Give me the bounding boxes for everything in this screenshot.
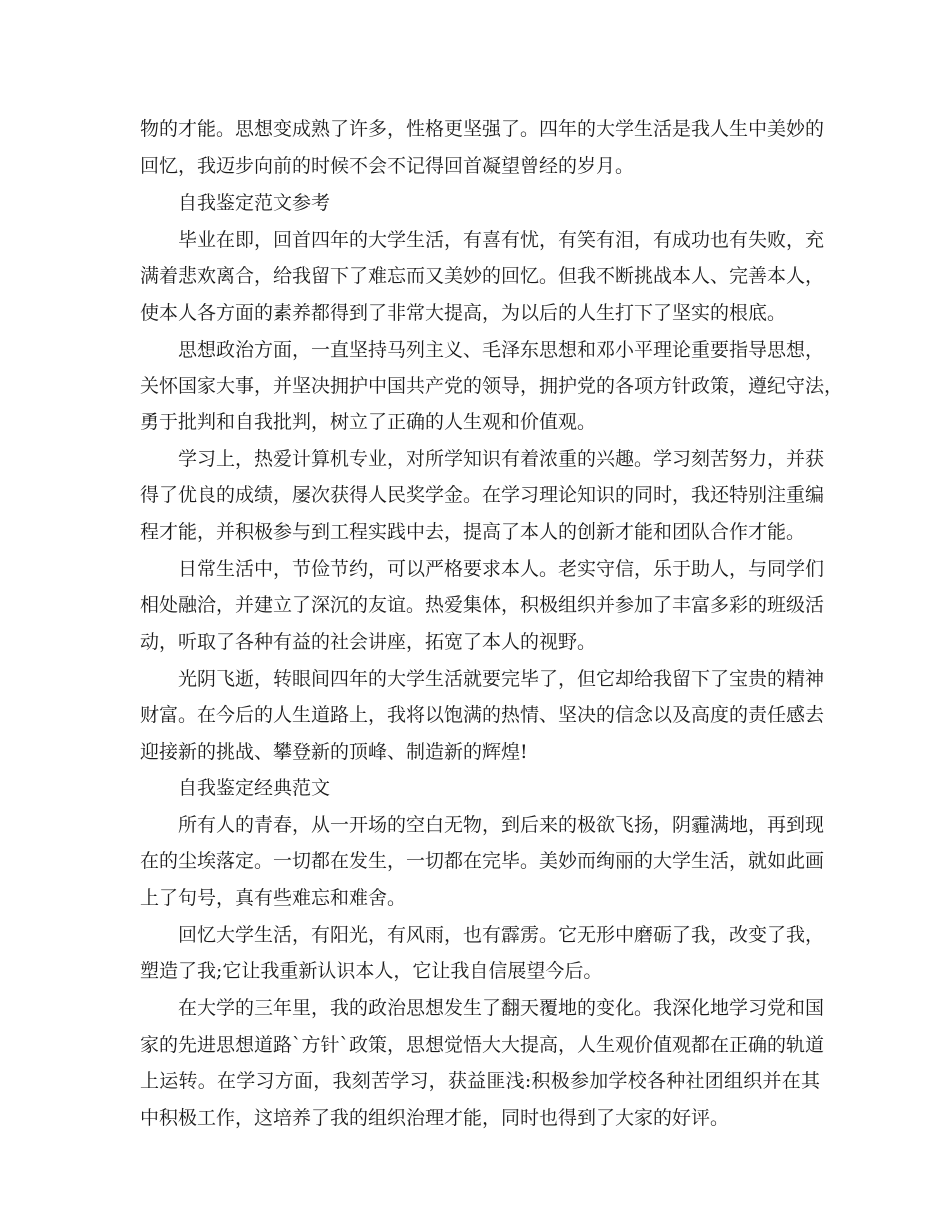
text-line: 上了句号，真有些难忘和难舍。 — [140, 887, 407, 909]
text-line: 塑造了我;它让我重新认识本人，它让我自信展望今后。 — [140, 960, 603, 982]
paragraph-first-line: 回忆大学生活，有阳光，有风雨，也有霹雳。它无形中磨砺了我，改变了我， — [178, 924, 825, 946]
section-heading: 自我鉴定范文参考 — [178, 192, 331, 214]
text-line: 关怀国家大事，并坚决拥护中国共产党的领导，拥护党的各项方针政策，遵纪守法， — [140, 375, 844, 397]
text-line: 动，听取了各种有益的社会讲座，拓宽了本人的视野。 — [140, 631, 597, 653]
text-line: 物的才能。思想变成熟了许多，性格更坚强了。四年的大学生活是我人生中美妙的 — [140, 118, 825, 140]
text-line: 在的尘埃落定。一切都在发生，一切都在完毕。美妙而绚丽的大学生活，就如此画 — [140, 850, 825, 872]
text-line: 家的先进思想道路`方针`政策，思想觉悟大大提高，人生观价值观都在正确的轨道 — [140, 1034, 825, 1056]
text-line: 回忆，我迈步向前的时候不会不记得回首凝望曾经的岁月。 — [140, 155, 635, 177]
text-line: 勇于批判和自我批判，树立了正确的人生观和价值观。 — [140, 411, 597, 433]
text-line: 相处融洽，并建立了深沉的友谊。热爱集体，积极组织并参加了丰富多彩的班级活 — [140, 594, 825, 616]
text-line: 使本人各方面的素养都得到了非常大提高，为以后的人生打下了坚实的根底。 — [140, 302, 787, 324]
text-line: 财富。在今后的人生道路上，我将以饱满的热情、坚决的信念以及高度的责任感去 — [140, 704, 825, 726]
text-line: 得了优良的成绩，屡次获得人民奖学金。在学习理论知识的同时，我还特别注重编 — [140, 484, 825, 506]
paragraph-first-line: 思想政治方面，一直坚持马列主义、毛泽东思想和邓小平理论重要指导思想， — [178, 339, 825, 361]
paragraph-first-line: 光阴飞逝，转眼间四年的大学生活就要完毕了，但它却给我留下了宝贵的精神 — [178, 668, 825, 690]
paragraph-first-line: 所有人的青春，从一开场的空白无物，到后来的极欲飞扬，阴霾满地，再到现 — [178, 814, 825, 836]
text-line: 满着悲欢离合，给我留下了难忘而又美妙的回忆。但我不断挑战本人、完善本人， — [140, 265, 825, 287]
paragraph-first-line: 学习上，热爱计算机专业，对所学知识有着浓重的兴趣。学习刻苦努力，并获 — [178, 448, 825, 470]
paragraph-first-line: 毕业在即，回首四年的大学生活，有喜有忧，有笑有泪，有成功也有失败，充 — [178, 229, 825, 251]
text-line: 上运转。在学习方面，我刻苦学习，获益匪浅:积极参加学校各种社团组织并在其 — [140, 1070, 820, 1092]
text-line: 中积极工作，这培养了我的组织治理才能，同时也得到了大家的好评。 — [140, 1107, 730, 1129]
paragraph-first-line: 在大学的三年里，我的政治思想发生了翻天覆地的变化。我深化地学习党和国 — [178, 997, 825, 1019]
paragraph-first-line: 日常生活中，节俭节约，可以严格要求本人。老实守信，乐于助人，与同学们 — [178, 558, 825, 580]
text-line: 程才能，并积极参与到工程实践中去，提高了本人的创新才能和团队合作才能。 — [140, 521, 806, 543]
text-line: 迎接新的挑战、攀登新的顶峰、制造新的辉煌! — [140, 741, 528, 763]
section-heading: 自我鉴定经典范文 — [178, 777, 331, 799]
